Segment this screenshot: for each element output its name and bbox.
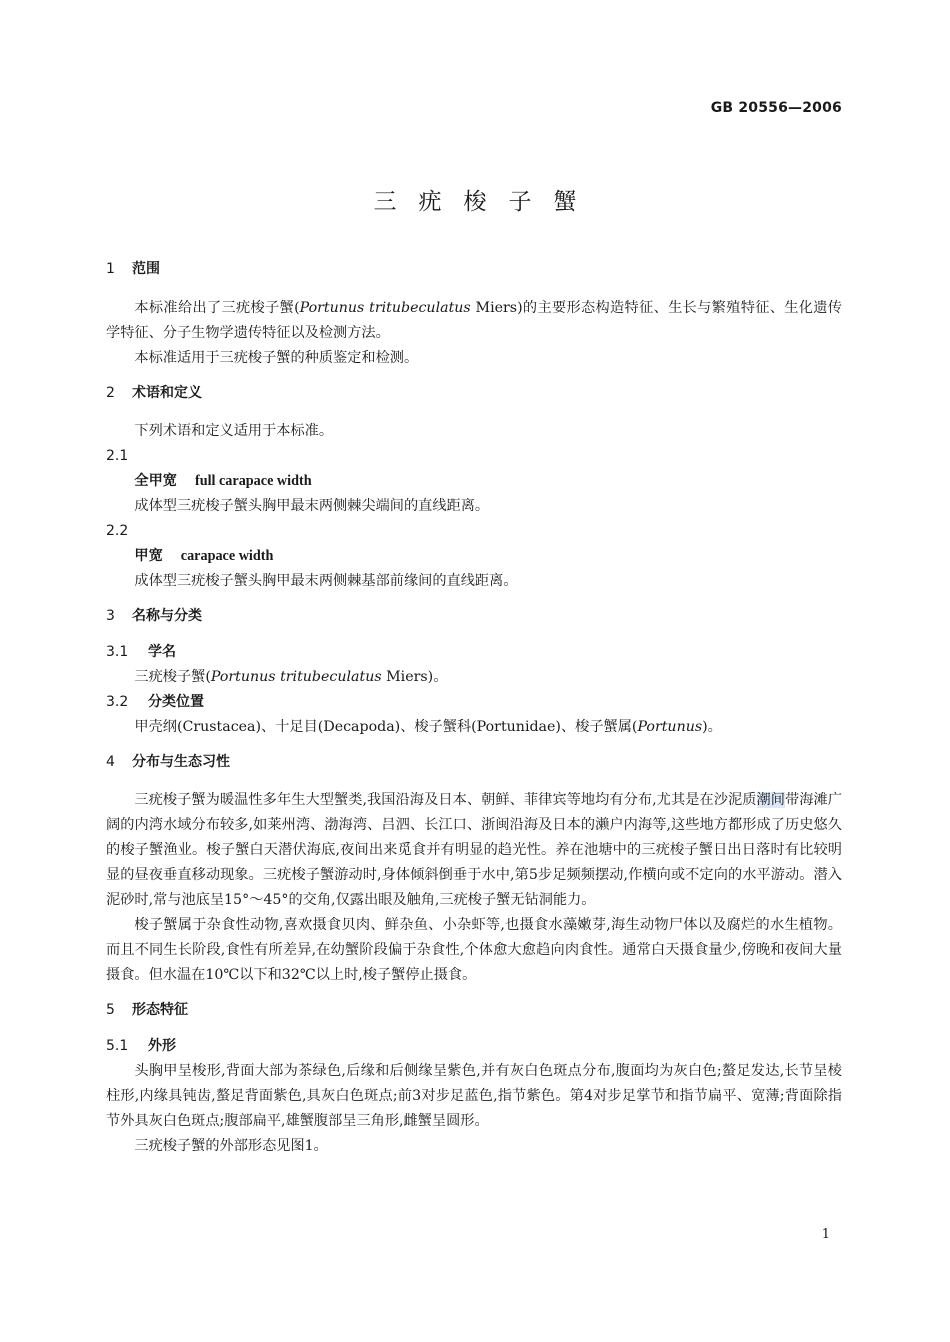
subsection-heading: 3.2 分类位置 [106,694,204,710]
paragraph: 三疣梭子蟹(Portunus tritubeculatus Miers)。 [134,669,448,685]
paragraph: 三疣梭子蟹的外部形态见图1。 [134,1138,328,1154]
document-body [106,257,842,1159]
section-heading-5: 5 形态特征 [106,1002,188,1018]
paragraph: 甲壳纲(Crustacea)、十足目(Decapoda)、梭子蟹科(Portunidae)、梭子蟹属(Portunus)。 [134,719,722,735]
paragraph: 头胸甲呈梭形,背面大部为茶绿色,后缘和后侧缘呈紫色,并有灰白色斑点分布,腹面均为灰白色;螯足发达,长节呈棱柱形,内缘具钝齿,螯足背面紫色,具灰白色斑点;前3对步足蓝色,指节紫色。第4对步足掌节和指节扁平、宽薄;背面除指节外具灰白色斑点;腹部扁平,雄蟹腹部呈三角形,雌蟹呈圆形。 [106,1063,842,1129]
paragraph: 三疣梭子蟹为暖温性多年生大型蟹类,我国沿海及日本、朝鲜、菲律宾等地均有分布,尤其是在沙泥质潮间带海滩广阔的内湾水域分布较多,如莱州湾、渤海湾、吕泗、长江口、浙闽沿海及日本的濑户内海等,这些地方都形成了历史悠久的梭子蟹渔业。梭子蟹白天潜伏海底,夜间出来觅食并有明显的趋光性。养在池塘中的三疣梭子蟹日出日落时有比较明显的昼夜垂直移动现象。三疣梭子蟹游动时,身体倾斜倒垂于水中,第5步足频频摆动,作横向或不定向的水平游动。潜入泥砂时,常与池底呈15°～45°的交角,仅露出眼及触角,三疣梭子蟹无钻洞能力。 [106,792,842,908]
term-entry: 全甲宽 full carapace width [134,473,312,489]
term-number: 2.1 [106,448,129,464]
term-entry: 甲宽 carapace width [134,548,274,564]
term-definition: 成体型三疣梭子蟹头胸甲最末两侧棘基部前缘间的直线距离。 [134,573,518,589]
document-title: 三疣梭子蟹 [373,189,599,215]
section-heading-4: 4 分布与生态习性 [106,754,230,770]
term-number: 2.2 [106,523,129,539]
paragraph: 梭子蟹属于杂食性动物,喜欢摄食贝肉、鲜杂鱼、小杂虾等,也摄食水藻嫩芽,海生动物尸体以及腐烂的水生植物。而且不同生长阶段,食性有所差异,在幼蟹阶段偏于杂食性,个体愈大愈趋向肉食性。通常白天摄食量少,傍晚和夜间大量摄食。但水温在10℃以下和32℃以上时,梭子蟹停止摄食。 [106,917,842,983]
subsection-heading: 3.1 学名 [106,644,176,660]
page-number: 1 [821,1227,830,1242]
paragraph: 下列术语和定义适用于本标准。 [134,423,334,439]
section-heading-3: 3 名称与分类 [106,608,202,624]
subsection-heading: 5.1 外形 [106,1038,176,1054]
term-definition: 成体型三疣梭子蟹头胸甲最末两侧棘尖端间的直线距离。 [134,498,490,514]
section-heading-2: 2 术语和定义 [106,385,202,401]
paragraph: 本标准给出了三疣梭子蟹(Portunus tritubeculatus Miers)的主要形态构造特征、生长与繁殖特征、生化遗传学特征、分子生物学遗传特征以及检测方法。 [106,300,842,341]
section-heading-1: 1 范围 [106,261,160,277]
standard-number: GB 20556—2006 [710,100,842,116]
paragraph: 本标准适用于三疣梭子蟹的种质鉴定和检测。 [134,350,419,366]
